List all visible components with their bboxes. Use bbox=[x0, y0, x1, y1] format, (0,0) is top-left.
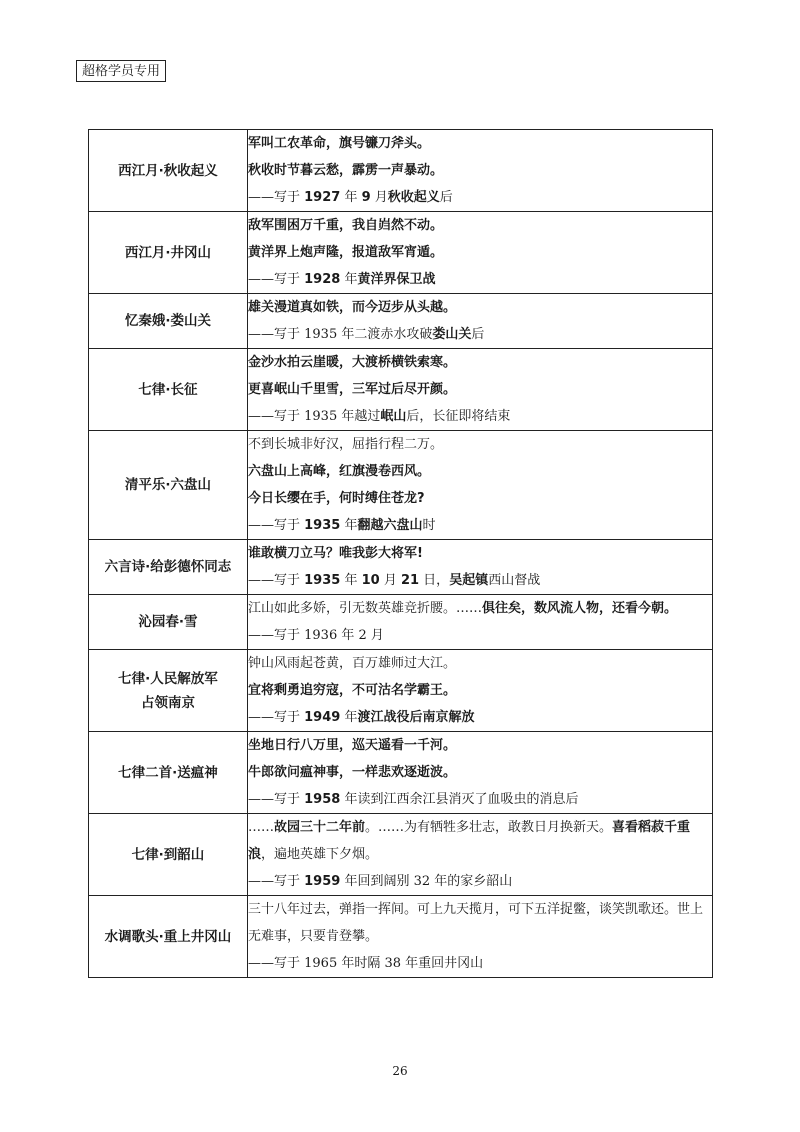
poem-line bbox=[248, 184, 712, 211]
poem-text: 回到阔别 32 年的家乡韶山 bbox=[357, 874, 513, 889]
poem-row bbox=[89, 732, 713, 814]
poem-title bbox=[89, 294, 248, 349]
poem-title-line: 七律·长征 bbox=[138, 381, 198, 398]
poem-title-line: 清平乐·六盘山 bbox=[124, 477, 212, 493]
poem-text: 月 bbox=[370, 190, 388, 205]
poem-line bbox=[248, 239, 712, 266]
poem-text: 翻越六盘山 bbox=[357, 518, 423, 533]
poem-line bbox=[248, 759, 712, 786]
poem-title bbox=[89, 595, 248, 650]
poem-title bbox=[89, 130, 248, 212]
poem-text: 日， bbox=[419, 573, 450, 588]
poem-line bbox=[248, 732, 712, 759]
poem-text: ——写于 bbox=[248, 518, 305, 533]
poem-content bbox=[248, 130, 713, 212]
poem-content bbox=[248, 431, 713, 540]
poem-text: 10 bbox=[361, 573, 380, 588]
poem-line bbox=[248, 431, 712, 458]
poem-text: 秋收时节暮云愁，霹雳一声暴动。 bbox=[248, 163, 444, 178]
poem-title bbox=[89, 212, 248, 294]
poem-text: 吴起镇 bbox=[449, 573, 489, 588]
poem-title bbox=[89, 650, 248, 732]
poem-text: ，遍地英雄下夕烟。 bbox=[261, 847, 379, 862]
poem-text: ——写于 bbox=[248, 573, 305, 588]
poem-text: 三十八年过去，弹指一挥间。可上九天揽月，可下五洋捉鳖，谈笑凯歌还。世上无难事，只要肯登攀。 bbox=[248, 902, 704, 944]
poem-text: 谁敢横刀立马？唯我彭大将军! bbox=[248, 546, 423, 561]
poem-content bbox=[248, 732, 713, 814]
poem-text: 后，长征即将结束 bbox=[406, 409, 511, 424]
poem-text: 1927 bbox=[304, 190, 341, 205]
poem-text: 故园三十二年前 bbox=[274, 820, 366, 835]
poem-line bbox=[248, 786, 712, 813]
poem-title-line: 七律二首·送瘟神 bbox=[118, 764, 218, 781]
poem-text: 敌军围困万千重，我自岿然不动。 bbox=[248, 218, 444, 233]
poem-line bbox=[248, 403, 712, 430]
poem-content bbox=[248, 896, 713, 978]
page-number: 26 bbox=[392, 1064, 408, 1078]
poem-text: ——写于 1935 年二渡赤水攻破 bbox=[248, 327, 433, 342]
poem-text: ——写于 1965 年时隔 38 年重回井冈山 bbox=[248, 956, 484, 971]
poem-line bbox=[248, 650, 712, 677]
poem-line bbox=[248, 376, 712, 403]
poem-line bbox=[248, 321, 712, 348]
poem-row bbox=[89, 294, 713, 349]
poem-text: 年 bbox=[340, 792, 358, 807]
poem-text: 1928 bbox=[304, 272, 341, 287]
poem-title-line: 沁园春·雪 bbox=[138, 614, 198, 630]
poem-row bbox=[89, 540, 713, 595]
poem-line bbox=[248, 130, 712, 157]
poem-title-line: 西江月·井冈山 bbox=[124, 244, 212, 261]
poem-text: 西山督战 bbox=[488, 573, 541, 588]
poem-line bbox=[248, 294, 712, 321]
poem-text: ——写于 bbox=[248, 272, 305, 287]
poem-text: 江山如此多娇，引无数英雄竞折腰。…… bbox=[248, 601, 483, 616]
poem-text: ——写于 1936 年 2 月 bbox=[248, 628, 384, 643]
poem-text: 雄关漫道真如铁，而今迈步从头越。 bbox=[248, 300, 457, 315]
poem-row bbox=[89, 212, 713, 294]
poem-line bbox=[248, 512, 712, 539]
poem-text: 牛郎欲问瘟神事，一样悲欢逐逝波。 bbox=[248, 765, 457, 780]
poem-line bbox=[248, 266, 712, 293]
poem-text: 。……为有牺牲多壮志，敢教日月换新天。 bbox=[365, 820, 613, 835]
poem-text: 1958 bbox=[304, 792, 341, 807]
poem-text: ——写于 bbox=[248, 710, 305, 725]
poem-content bbox=[248, 349, 713, 431]
poem-line bbox=[248, 485, 712, 512]
poem-text: 不到长城非好汉，屈指行程二万。 bbox=[248, 437, 444, 452]
poem-text: 年 bbox=[340, 573, 362, 588]
poem-content bbox=[248, 540, 713, 595]
poem-row bbox=[89, 595, 713, 650]
poem-title-line: 七律·到韶山 bbox=[131, 846, 205, 863]
poem-line bbox=[248, 349, 712, 376]
poem-row bbox=[89, 896, 713, 978]
poem-text: 金沙水拍云崖暖，大渡桥横铁索寒。 bbox=[248, 355, 457, 370]
poem-text: ——写于 bbox=[248, 792, 305, 807]
poem-title bbox=[89, 349, 248, 431]
poem-line bbox=[248, 540, 712, 567]
poem-row bbox=[89, 814, 713, 896]
poem-text: 后 bbox=[439, 190, 453, 205]
poem-line bbox=[248, 157, 712, 184]
poem-text: 坐地日行八万里，巡天遥看一千河。 bbox=[248, 738, 457, 753]
user-badge: 超格学员专用 bbox=[76, 60, 166, 82]
poem-text: …… bbox=[248, 820, 274, 835]
poem-line bbox=[248, 595, 712, 622]
poem-text: 今日长缨在手，何时缚住苍龙? bbox=[248, 491, 425, 506]
poem-line bbox=[248, 868, 712, 895]
poem-title-line: 七律·人民解放军 bbox=[118, 670, 218, 687]
poem-row bbox=[89, 130, 713, 212]
poem-row bbox=[89, 431, 713, 540]
poem-content bbox=[248, 212, 713, 294]
poem-text: 年 bbox=[340, 710, 358, 725]
poem-title-line: 占领南京 bbox=[141, 694, 195, 711]
poem-text: 读到江西余江县消灭了血吸虫的消息后 bbox=[357, 792, 579, 807]
poem-title-line: 六言诗·给彭德怀同志 bbox=[104, 559, 232, 575]
poem-title bbox=[89, 540, 248, 595]
poem-line bbox=[248, 212, 712, 239]
poem-text: 岷山 bbox=[380, 409, 407, 424]
poem-line bbox=[248, 677, 712, 704]
poem-text: 1959 bbox=[304, 874, 341, 889]
poem-line bbox=[248, 950, 712, 977]
poem-text: 年 bbox=[340, 874, 358, 889]
poem-text: 喜看稻菽千重浪 bbox=[248, 820, 691, 862]
poem-title-line: 忆秦娥·娄山关 bbox=[124, 313, 212, 329]
poem-text: 1935 bbox=[304, 573, 341, 588]
poem-title bbox=[89, 896, 248, 978]
poem-line bbox=[248, 896, 712, 950]
poem-text: ——写于 bbox=[248, 190, 305, 205]
poem-row bbox=[89, 349, 713, 431]
poem-title bbox=[89, 431, 248, 540]
poem-text: 后 bbox=[471, 327, 485, 342]
poem-line bbox=[248, 567, 712, 594]
poem-text: 时 bbox=[422, 518, 436, 533]
poem-text: 9 bbox=[361, 190, 371, 205]
poem-text: ——写于 bbox=[248, 874, 305, 889]
poem-text: 六盘山上高峰，红旗漫卷西风。 bbox=[248, 464, 431, 479]
poem-title-line: 水调歌头·重上井冈山 bbox=[104, 928, 232, 945]
poem-text: 黄洋界保卫战 bbox=[357, 272, 436, 287]
poem-title-line: 西江月·秋收起义 bbox=[118, 162, 218, 179]
poem-text: 钟山风雨起苍黄，百万雄师过大江。 bbox=[248, 656, 457, 671]
poem-table bbox=[88, 129, 713, 978]
poem-text: 1949 bbox=[304, 710, 341, 725]
poem-text: 渡江战役后南京解放 bbox=[357, 710, 475, 725]
poem-title bbox=[89, 732, 248, 814]
poem-line bbox=[248, 622, 712, 649]
poem-text: ——写于 1935 年越过 bbox=[248, 409, 381, 424]
poem-text: 21 bbox=[400, 573, 420, 588]
poem-text: 俱往矣，数风流人物，还看今朝。 bbox=[482, 601, 678, 616]
poem-text: 年 bbox=[340, 190, 362, 205]
poem-text: 黄洋界上炮声隆，报道敌军宵遁。 bbox=[248, 245, 444, 260]
poem-content bbox=[248, 814, 713, 896]
poem-title bbox=[89, 814, 248, 896]
poem-row bbox=[89, 650, 713, 732]
poem-text: 月 bbox=[379, 573, 401, 588]
poem-text: 更喜岷山千里雪，三军过后尽开颜。 bbox=[248, 382, 457, 397]
poem-line bbox=[248, 814, 712, 868]
poem-content bbox=[248, 650, 713, 732]
poem-line bbox=[248, 704, 712, 731]
poem-text: 年 bbox=[340, 272, 358, 287]
poem-text: 宜将剩勇追穷寇，不可沽名学霸王。 bbox=[248, 683, 457, 698]
poem-content bbox=[248, 294, 713, 349]
poem-text: 1935 bbox=[304, 518, 341, 533]
poem-line bbox=[248, 458, 712, 485]
poem-text: 秋收起义 bbox=[387, 190, 440, 205]
poem-content bbox=[248, 595, 713, 650]
poem-text: 娄山关 bbox=[432, 327, 472, 342]
poem-text: 年 bbox=[340, 518, 358, 533]
poem-text: 军叫工农革命，旗号镰刀斧头。 bbox=[248, 136, 431, 151]
